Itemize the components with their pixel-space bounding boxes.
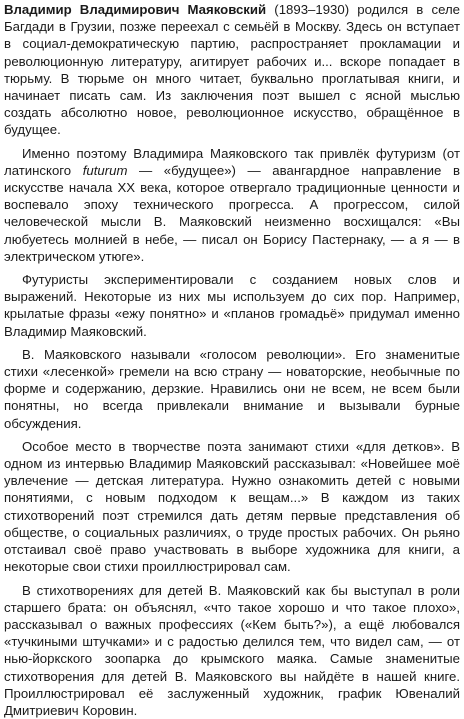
author-name: Владимир Владимирович Маяковский bbox=[4, 2, 266, 17]
paragraph-text: (1893–1930) родился в селе Багдади в Грузии, позже переехал с семьёй в Москву. Здесь он вступает в социал-демократическую партию, распространяет прокламации и революционную литературу, агитирует рабочих и... вскоре попадает в тюрьму. В тюрьме он много читает, буквально проглатывая книги, и начинает писать сам. Из заключения поэт вышел с ясной мыслью создать абсолютно новое, революционное искусство, обращённое в будущее. bbox=[4, 2, 460, 137]
paragraph-text: В стихотворениях для детей В. Маяковский как бы выступал в роли старшего брата: он объяснял, «что такое хорошо и что такое плохо», рассказывал о важных профессиях («Кем быть?»), а ещё любовался «тучкиными штучками» и с радостью делился тем, что видел сам, — от нью-йоркского зоопарка до крымского маяка. Самые знаменитые стихотворения для детей В. Маяковского вы найдёте в нашей книге. Проиллюстрировал её заслуженный художник, график Ювеналий Дмитриевич Коровин. bbox=[4, 583, 460, 718]
paragraph-biography bbox=[4, 1, 460, 139]
paragraph-text: В. Маяковского называли «голосом революции». Его знаменитые стихи «лесенкой» гремели на всю страну — новаторские, необычные по форме и содержанию, дерзкие. Нравились они не всем, не всем были понятны, но всегда привлекали внимание и вызывали бурные обсуждения. bbox=[4, 347, 460, 431]
paragraph-futurism bbox=[4, 145, 460, 265]
paragraph-text: Особое место в творчестве поэта занимают стихи «для детков». В одном из интервью Владимир Маяковский рассказывал: «Новейшее моё увлечение — детская литература. Нужно ознакомить детей с новыми понятиями, с новым подходом к вещам...» В каждом из таких стихотворений поэт стремился дать детям первые представления об обществе, о социальных различиях, о труде простых рабочих. Он рьяно отстаивал своё право участвовать в выборе художника для книги, а некоторые свои стихи проиллюстрировал сам. bbox=[4, 439, 460, 574]
paragraph-new-words bbox=[4, 271, 460, 340]
paragraph-text: Именно поэтому Владимира Маяковского так привлёк футуризм (от латинского bbox=[4, 146, 460, 178]
paragraph-older-brother bbox=[4, 582, 460, 719]
paragraph-children-poems bbox=[4, 438, 460, 576]
paragraph-voice-of-revolution bbox=[4, 346, 460, 432]
paragraph-text: — «будущее») — авангардное направление в искусстве начала XX века, которое отвергало традиционные ценности и воспевало эпоху технического прогресса. А прогрессом, силой человеческой мысли В. Маяковский неизменно восхищался: «Вы любуетесь молнией в небе, — писал он Борису Пастернаку, — а я — в электрическом утюге». bbox=[4, 163, 460, 264]
latin-term: futurum bbox=[83, 163, 128, 178]
paragraph-text: Футуристы экспериментировали с созданием новых слов и выражений. Некоторые из них мы используем до сих пор. Например, крылатые фразы «ежу понятно» и «планов громадьё» придумал именно Владимир Маяковский. bbox=[4, 272, 460, 339]
